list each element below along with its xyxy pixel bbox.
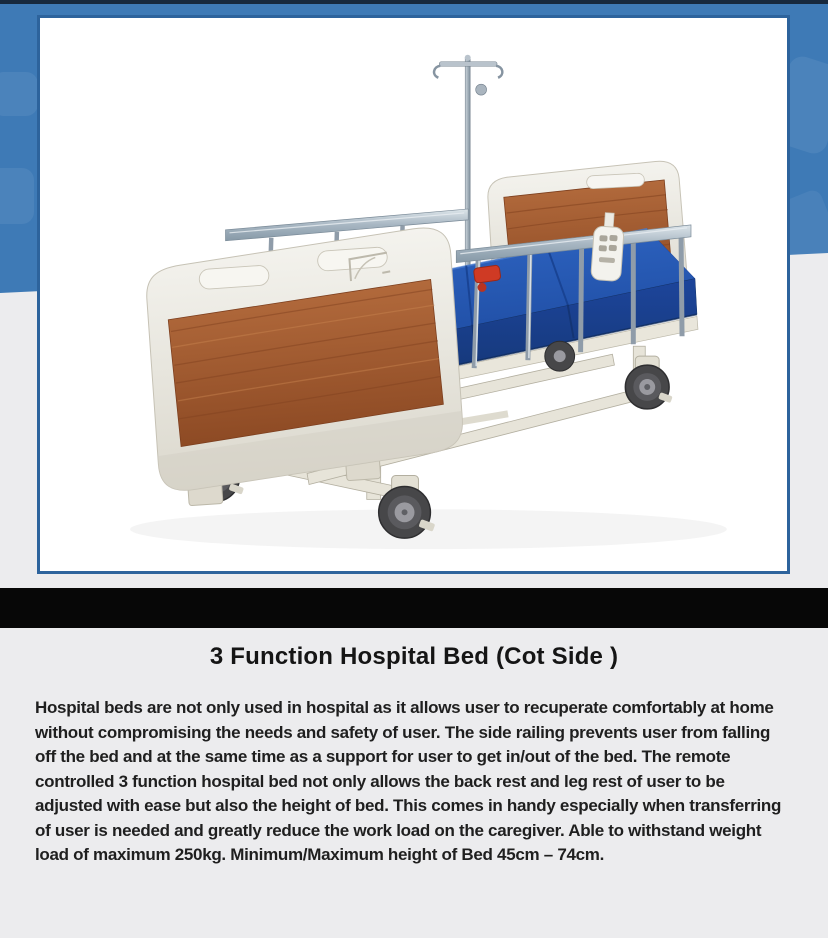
product-info-section: [0, 628, 828, 868]
headboard: [143, 226, 467, 508]
product-title: 3 Function Hospital Bed (Cot Side ): [209, 643, 619, 670]
section-divider-bar: [0, 588, 828, 628]
hero-decoration: [0, 72, 38, 116]
caster-wheel-rear: [545, 341, 575, 371]
product-description: Hospital beds are not only used in hospital as it allows user to recuperate comfortably at home without compromising the needs and safety of user. The side railing prevents user from falling off the bed and at the same time as a support for user to get in/out of the bed. The remote controlled 3 function hospital bed not only allows the back rest and leg rest of user to be adjusted with ease but also the height of bed. This comes in handy especially when transferring of user is needed and greatly reduce the work load on the caregiver. Able to withstand weight load of maximum 250kg. Minimum/Maximum height of Bed 45cm – 74cm.: [35, 698, 782, 864]
caster-wheel-foot: [625, 356, 672, 409]
hero-decoration: [0, 168, 34, 224]
top-navy-strip: [0, 0, 828, 4]
product-photo: [40, 18, 787, 571]
product-photo-panel: [37, 15, 790, 574]
